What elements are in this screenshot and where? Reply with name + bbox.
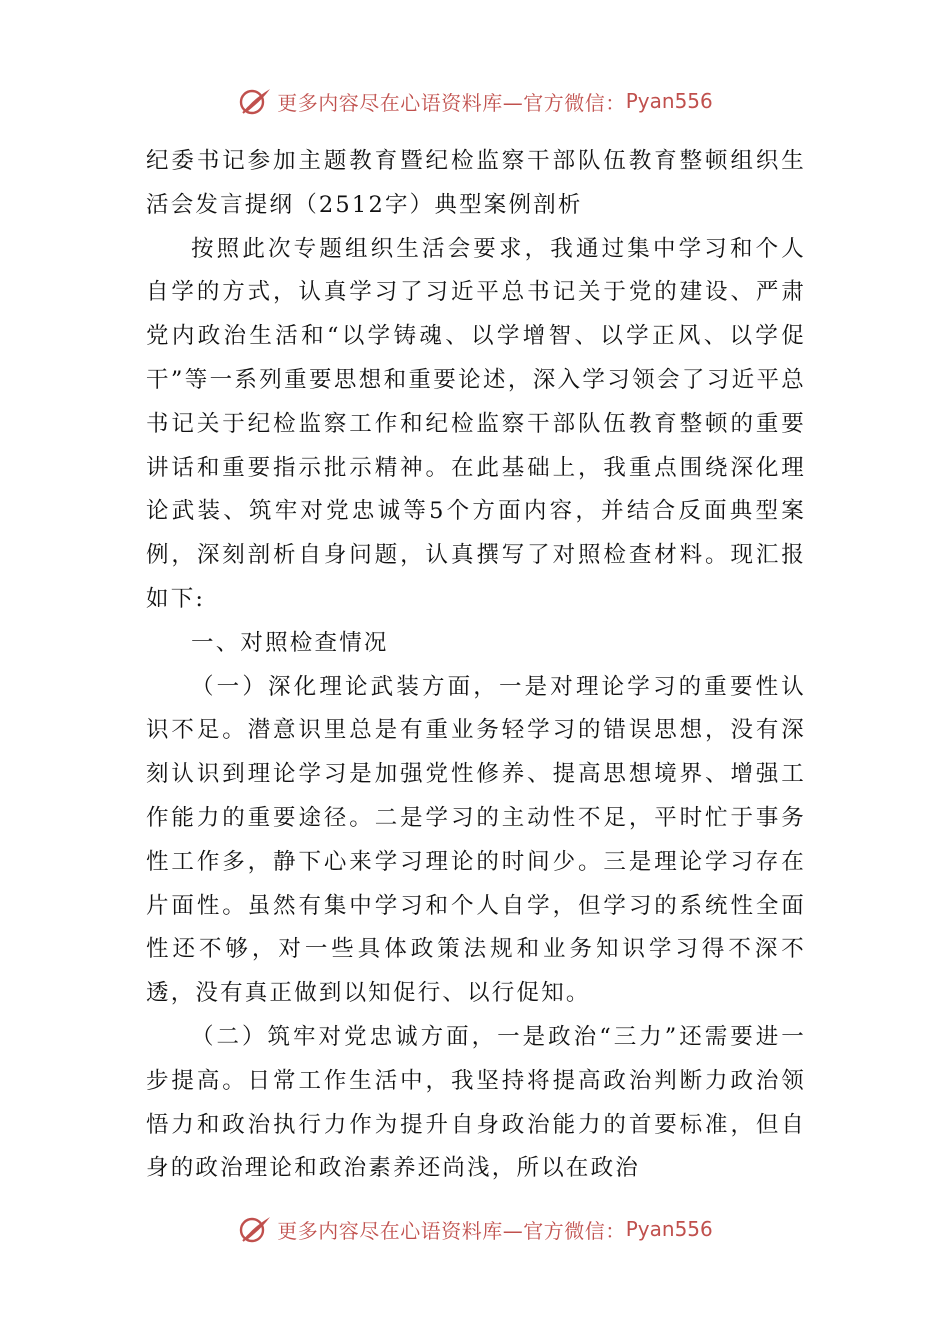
quill-logo-icon [237, 86, 273, 116]
document-title: 纪委书记参加主题教育暨纪检监察干部队伍教育整顿组织生活会发言提纲（2512字）典型案例剖析 [146, 148, 806, 218]
section-heading: 一、对照检查情况 [191, 629, 389, 656]
document-body [146, 140, 806, 1191]
watermark-text: 更多内容尽在心语资料库—官方微信： [277, 90, 626, 115]
intro-paragraph: 按照此次专题组织生活会要求，我通过集中学习和个人自学的方式，认真学习了习近平总书记关于党的建设、严肃党内政治生活和“以学铸魂、以学增智、以学正风、以学促干”等一系列重要思想和重要论述，深入学习领会了习近平总书记关于纪检监察工作和纪检监察干部队伍教育整顿的重要讲话和重要指示批示精神。在此基础上，我重点围绕深化理论武装、筑牢对党忠诚等5个方面内容，并结合反面典型案例，深刻剖析自身问题，认真撰写了对照检查材料。现汇报如下: [146, 235, 806, 612]
quill-logo-icon [237, 1214, 273, 1244]
watermark-account: Pyan556 [625, 89, 713, 113]
paragraph-loyalty: （二）筑牢对党忠诚方面，一是政治“三力”还需要进一步提高。日常工作生活中，我坚持将提高政治判断力政治领悟力和政治执行力作为提升自身政治能力的首要标准，但自身的政治理论和政治素养还尚浅，所以在政治 [146, 1023, 806, 1182]
watermark-banner-bottom [0, 1214, 950, 1244]
watermark-banner-top [0, 86, 950, 116]
paragraph-theory: （一）深化理论武装方面，一是对理论学习的重要性认识不足。潜意识里总是有重业务轻学习的错误思想，没有深刻认识到理论学习是加强党性修养、提高思想境界、增强工作能力的重要途径。二是学习的主动性不足，平时忙于事务性工作多，静下心来学习理论的时间少。三是理论学习存在片面性。虽然有集中学习和个人自学，但学习的系统性全面性还不够，对一些具体政策法规和业务知识学习得不深不透，没有真正做到以知促行、以行促知。 [146, 673, 806, 1007]
watermark-account: Pyan556 [625, 1217, 713, 1241]
watermark-text: 更多内容尽在心语资料库—官方微信： [277, 1218, 626, 1243]
